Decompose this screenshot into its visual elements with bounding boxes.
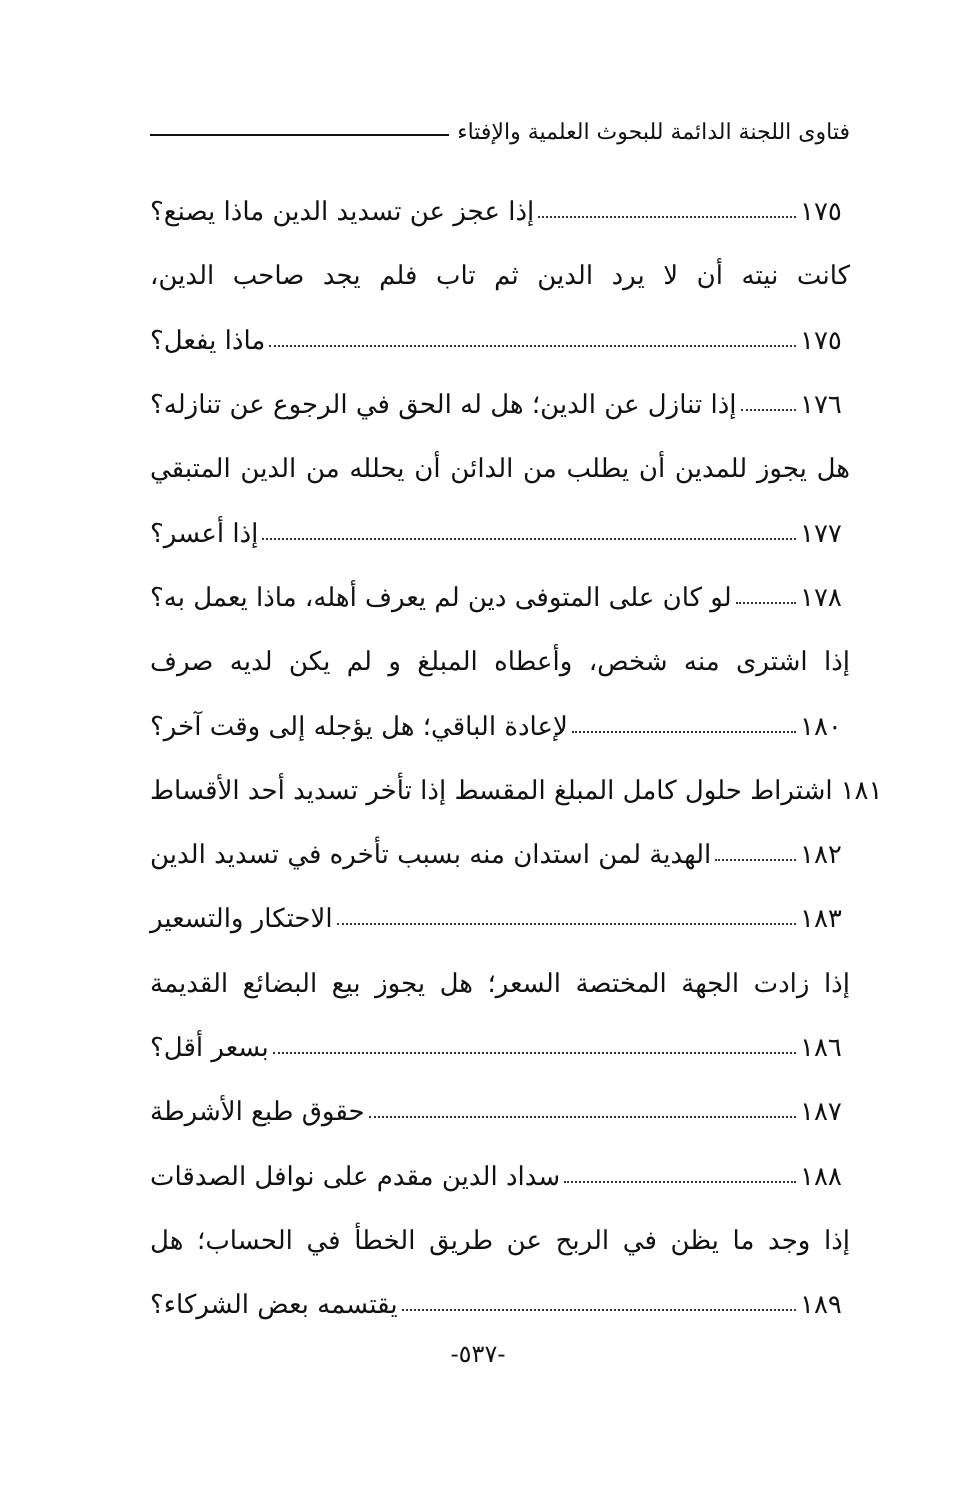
toc-entry-text: إذا عجز عن تسديد الدين ماذا يصنع؟ — [150, 197, 535, 228]
toc-entry — [150, 1209, 850, 1273]
toc-entry — [150, 759, 883, 823]
toc-entry — [150, 180, 850, 244]
toc-entry-page: ١٨٨ — [800, 1161, 842, 1192]
toc-entry — [150, 694, 850, 758]
toc-entry-text: هل يجوز للمدين أن يطلب من الدائن أن يحلله من الدين المتبقي — [150, 454, 850, 485]
toc-entry-text: ماذا يفعل؟ — [150, 325, 266, 356]
toc-entry-page: ١٨٠ — [800, 711, 842, 742]
dot-leader — [736, 602, 796, 604]
toc-entry — [150, 501, 850, 565]
toc-entry-page: ١٨٦ — [800, 1033, 842, 1063]
toc-entry-text: إذا زادت الجهة المختصة السعر؛ هل يجوز بيع البضائع القديمة — [150, 968, 850, 999]
toc-entry-page: ١٧٧ — [800, 518, 842, 549]
toc-entry — [150, 1016, 850, 1080]
dot-leader — [369, 1116, 796, 1118]
toc-entry — [150, 1080, 850, 1144]
toc-entry-page: ١٨٩ — [800, 1290, 842, 1321]
dot-leader — [262, 538, 796, 540]
toc-entry-text: إذا أعسر؟ — [150, 518, 259, 549]
toc-entry-text: إذا اشترى منه شخص، وأعطاه المبلغ و لم يكن لديه صرف — [150, 647, 850, 678]
toc-entry-page: ١٧٥ — [800, 325, 842, 356]
toc-entry — [150, 1273, 850, 1337]
toc-entry-page: ١٨٢ — [800, 840, 842, 871]
toc-entry-page: ١٨٣ — [800, 904, 842, 935]
table-of-contents — [150, 180, 883, 1337]
toc-entry-text: اشتراط حلول كامل المبلغ المقسط إذا تأخر تسديد أحد الأقساط — [150, 775, 833, 806]
toc-entry — [150, 437, 850, 501]
page-number: -٥٣٧- — [450, 1340, 506, 1368]
header-title: فتاوى اللجنة الدائمة للبحوث العلمية والإفتاء — [457, 119, 850, 145]
toc-entry-text: الاحتكار والتسعير — [150, 904, 333, 935]
toc-entry — [150, 630, 850, 694]
toc-entry-text: إذا وجد ما يظن في الربح عن طريق الخطأ في الحساب؛ هل — [150, 1225, 850, 1256]
toc-entry-page: ١٨١ — [840, 775, 883, 806]
toc-entry-text: لو كان على المتوفى دين لم يعرف أهله، ماذا يعمل به؟ — [150, 582, 732, 613]
dot-leader — [273, 1052, 796, 1054]
dot-leader — [715, 859, 796, 861]
dot-leader — [572, 731, 796, 733]
dot-leader — [402, 1309, 796, 1311]
toc-entry-page: ١٧٥ — [800, 197, 842, 228]
toc-entry-text: بسعر أقل؟ — [150, 1033, 269, 1063]
toc-entry-page: ١٧٨ — [800, 582, 842, 613]
toc-entry-text: حقوق طبع الأشرطة — [150, 1097, 365, 1128]
dot-leader — [538, 216, 796, 218]
toc-entry-text: إذا تنازل عن الدين؛ هل له الحق في الرجوع عن تنازله؟ — [150, 390, 737, 421]
dot-leader — [564, 1181, 796, 1183]
toc-entry-text: الهدية لمن استدان منه بسبب تأخره في تسديد الدين — [150, 840, 712, 871]
toc-entry — [150, 309, 850, 373]
running-header — [150, 112, 850, 152]
toc-entry-text: لإعادة الباقي؛ هل يؤجله إلى وقت آخر؟ — [150, 711, 568, 742]
toc-entry — [150, 823, 850, 887]
toc-entry — [150, 244, 850, 308]
toc-entry-page: ١٨٧ — [800, 1097, 842, 1128]
dot-leader — [741, 409, 796, 411]
toc-entry-text: سداد الدين مقدم على نوافل الصدقات — [150, 1161, 561, 1192]
toc-entry — [150, 373, 850, 437]
toc-entry — [150, 566, 850, 630]
dot-leader — [269, 345, 796, 347]
toc-entry-text: يقتسمه بعض الشركاء؟ — [150, 1290, 398, 1321]
toc-entry-page: ١٧٦ — [800, 390, 842, 421]
toc-entry-text: كانت نيته أن لا يرد الدين ثم تاب فلم يجد صاحب الدين، — [150, 261, 850, 292]
toc-entry — [150, 952, 850, 1016]
toc-entry — [150, 887, 850, 951]
header-rule — [150, 134, 449, 136]
toc-entry — [150, 1144, 850, 1208]
dot-leader — [337, 923, 796, 925]
